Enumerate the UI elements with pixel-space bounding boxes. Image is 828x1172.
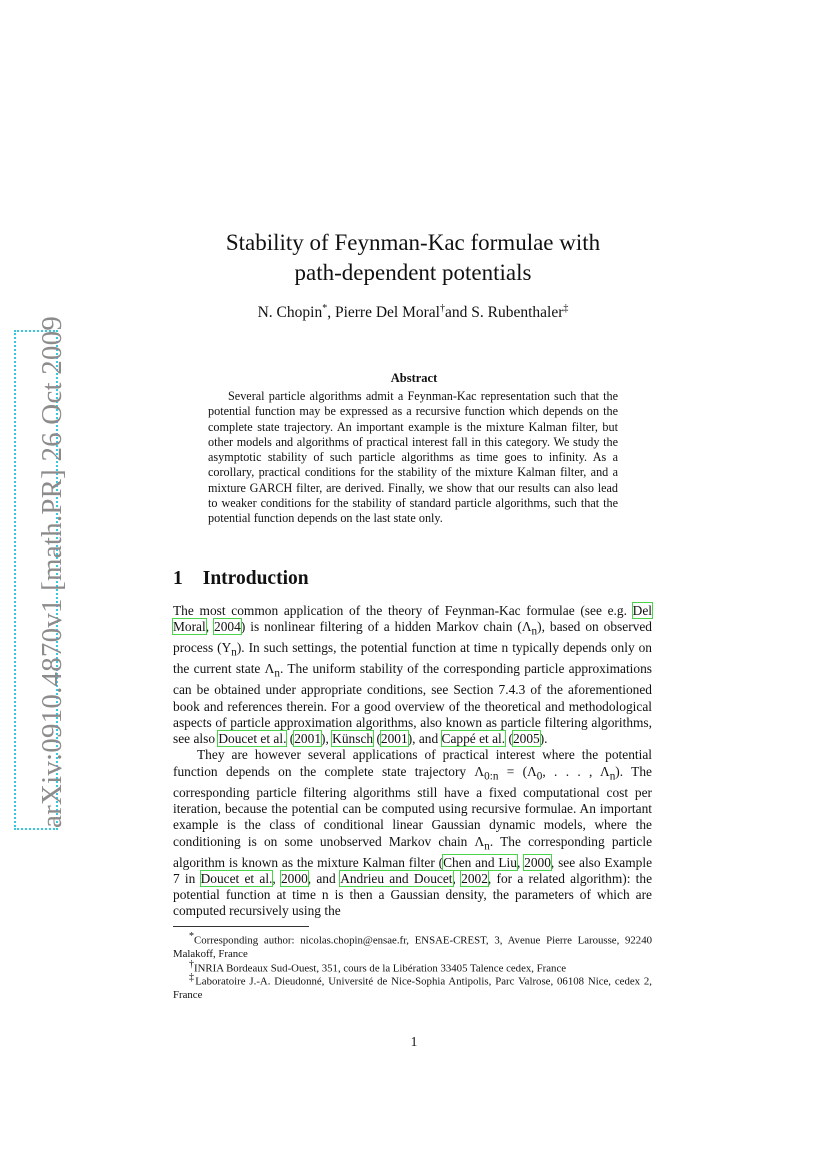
footnote-mark-3[interactable]: ‡	[563, 303, 569, 314]
footnote-2: †INRIA Bordeaux Sud-Ouest, 351, cours de la Libération 33405 Talence cedex, France	[189, 959, 567, 975]
citation-year-link[interactable]: 2005	[512, 731, 540, 747]
citation-link[interactable]: Doucet et al.	[218, 731, 287, 747]
citation-link[interactable]: Künsch	[332, 731, 374, 747]
section-heading	[173, 568, 309, 590]
author-chopin: N. Chopin	[257, 304, 323, 322]
introduction-body	[173, 603, 652, 920]
paper-title	[150, 228, 676, 288]
footnote-1: *Corresponding author: nicolas.chopin@ensae.fr, ENSAE-CREST, 3, Avenue Pierre Larousse, 92240 Malakoff, France	[173, 931, 652, 961]
citation-link[interactable]: Cappé et al.	[441, 731, 506, 747]
footnote-mark-2[interactable]: †	[439, 303, 445, 314]
citation-link[interactable]: Doucet et al.	[200, 870, 273, 886]
title-line-1: Stability of Feynman-Kac formulae with	[225, 230, 601, 255]
author-rubenthaler: and S. Rubenthaler	[444, 304, 564, 322]
citation-year-link[interactable]: 2002	[461, 870, 488, 886]
citation-link[interactable]: Chen and Liu	[443, 854, 517, 870]
author-del-moral: , Pierre Del Moral	[327, 304, 440, 322]
section-number: 1	[173, 568, 183, 589]
paragraph-1: The most common application of the theory of Feynman-Kac formulae (see e.g. Del Moral, 2004) is nonlinear filtering of a hidden Markov chain $(\Lambda_n)$, based on observed process $(Y_n)$. In such settings, the potential function at time n typically depends only on the current state $\Lambda_n$. The uniform stability of the corresponding particle approximations can be obtained under appropriate conditions, see Section 7.4.3 of the aforementioned book and references therein. For a good overview of the theoretical and methodological aspects of particle approximation algorithms, also known as particle filtering algorithms, see also Doucet et al. (2001), Künsch (2001), and Cappé et al. (2005).	[173, 603, 652, 747]
citation-year-link[interactable]: 2000	[280, 870, 308, 886]
paragraph-2: They are however several applications of practical interest where the potential function depends on the complete state trajectory $\Lambda_{0:n} = (\Lambda_0$, . . . , $\Lambda_n$). The corresponding particle filtering algorithms still have a fixed computational cost per iteration, because the potential can be computed using recursive formulae. An important example is the class of conditional linear Gaussian dynamic models, where the conditioning is on some unobserved Markov chain $\Lambda_n$. The corresponding particle algorithm is known as the mixture Kalman filter (Chen and Liu, 2000, see also Example 7 in Doucet et al., 2000, and Andrieu and Doucet, 2002, for a related algorithm): the potential function at time n is then a Gaussian density, the parameters of which are computed recursively using the	[173, 747, 653, 919]
footnote-mark-1[interactable]: *	[322, 303, 328, 314]
arxiv-identifier[interactable]: arXiv:0910.4870v1 [math.PR] 26 Oct 2009	[36, 315, 68, 828]
author-list	[150, 303, 676, 322]
title-line-2: path-dependent potentials	[294, 260, 532, 285]
abstract-text: Several particle algorithms admit a Feynman-Kac representation such that the potential function may be expressed as a recursive function which depends on the complete state trajectory. An important example is the mixture Kalman filter, but other models and algorithms of practical interest fall in this category. We study the asymptotic stability of such particle algorithms as time goes to infinity. As a corollary, practical conditions for the stability of the mixture Kalman filter, and a mixture GARCH filter, are derived. Finally, we show that our results can also lead to weaker conditions for the stability of standard particle algorithms, such that the potential function depends on the last state only.	[208, 389, 618, 526]
page-number: 1	[410, 1034, 418, 1049]
citation-year-link[interactable]: 2001	[294, 731, 322, 747]
citation-year-link[interactable]: 2004	[214, 619, 241, 635]
citation-link[interactable]: Andrieu and Doucet	[340, 870, 453, 886]
footnote-rule	[173, 926, 309, 927]
abstract-heading: Abstract	[390, 371, 438, 385]
citation-year-link[interactable]: 2000	[524, 854, 551, 870]
footnote-3: ‡Laboratoire J.-A. Dieudonné, Université de Nice-Sophia Antipolis, Parc Valrose, 06108 Nice, cedex 2, France	[173, 972, 653, 1002]
section-title: Introduction	[202, 568, 309, 589]
citation-link[interactable]: Del Moral	[173, 603, 652, 635]
citation-year-link[interactable]: 2001	[380, 731, 408, 747]
